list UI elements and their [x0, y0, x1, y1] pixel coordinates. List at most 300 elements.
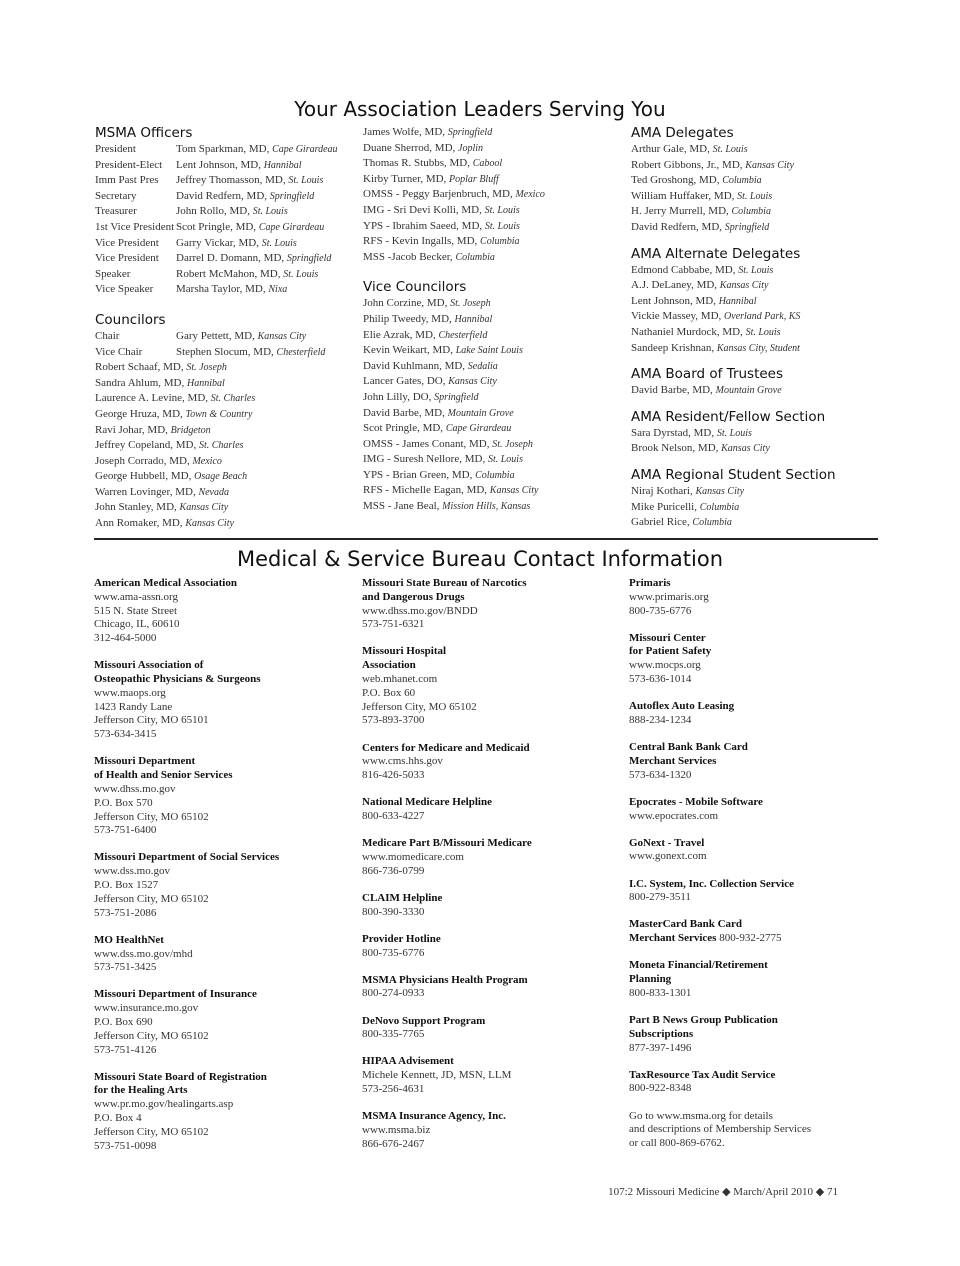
contact-detail: www.primaris.org [629, 590, 709, 603]
leader-city: Nixa [268, 284, 288, 296]
spacer [631, 356, 893, 366]
leader-entry [95, 407, 357, 423]
contact-entry [362, 796, 624, 824]
leader-city: Springfield [724, 221, 770, 233]
contact-detail: 800-922-8348 [629, 1082, 692, 1095]
contact-detail: Jefferson City, MO 65102 [94, 1125, 209, 1138]
leader-city: Columbia [722, 175, 762, 187]
contact-name: MasterCard Bank Card [629, 918, 743, 931]
leader-name: Jeffrey Copeland, MD, [95, 439, 199, 452]
leader-city: Hannibal [718, 295, 757, 307]
leader-role: Chair [95, 329, 120, 342]
contact-entry [362, 577, 624, 632]
leader-entry [363, 359, 625, 375]
leader-entry [631, 294, 893, 310]
contact-name: MO HealthNet [94, 933, 164, 946]
contact-entry [362, 974, 624, 1002]
leader-name: Robert Gibbons, Jr., MD, [631, 158, 746, 171]
contact-name: Autoflex Auto Leasing [629, 700, 735, 713]
leader-name: Sara Dyrstad, MD, [631, 426, 717, 439]
leader-name: Gabriel Rice, [631, 516, 693, 529]
leader-name: Robert Schaaf, MD, [95, 361, 187, 374]
section-subheading: Vice Councilors [363, 279, 467, 296]
leader-name: David Kuhlmann, MD, [363, 359, 468, 372]
contact-name: Medicare Part B/Missouri Medicare [362, 837, 532, 850]
leader-city: Columbia [692, 517, 732, 529]
contact-entry [629, 837, 879, 865]
contact-detail: 312-464-5000 [94, 632, 157, 645]
contact-detail: 573-634-1320 [629, 768, 692, 781]
contact-entry [362, 892, 624, 920]
contact-detail: www.pr.mo.gov/healingarts.asp [94, 1098, 234, 1111]
leader-role: Vice President [95, 252, 159, 265]
contact-name: Epocrates - Mobile Software [629, 795, 763, 808]
leader-name: Thomas R. Stubbs, MD, [363, 157, 473, 170]
leader-name: Kirby Turner, MD, [363, 172, 450, 185]
leader-name: Marsha Taylor, MD, [176, 283, 269, 296]
contact-name: Subscriptions [629, 1027, 694, 1040]
leader-city: Overland Park, KS [724, 311, 801, 323]
contacts-heading: Medical & Service Bureau Contact Information [236, 547, 724, 571]
leader-city: Mission Hills, Kansas [442, 501, 531, 513]
leader-name: John Lilly, DO, [363, 390, 435, 403]
contact-name: CLAIM Helpline [362, 891, 443, 904]
leader-entry [363, 141, 625, 157]
leader-role: Vice Speaker [95, 283, 154, 296]
leader-name: Ted Groshong, MD, [631, 174, 723, 187]
leader-city: Springfield [447, 127, 493, 138]
contact-entry [94, 1071, 356, 1154]
leader-entry [95, 376, 357, 392]
contact-entry [362, 933, 624, 961]
leader-entry [363, 234, 625, 250]
leader-name: George Hubbell, MD, [95, 470, 195, 483]
leader-entry [363, 452, 625, 468]
leader-entry [95, 267, 357, 283]
contact-detail: Jefferson City, MO 65102 [94, 892, 209, 905]
contact-detail: 800-274-0933 [362, 987, 425, 1000]
contact-name: and Dangerous Drugs [362, 590, 465, 603]
contact-detail: Jefferson City, MO 65102 [94, 1029, 209, 1042]
spacer [631, 236, 893, 246]
contact-entry [629, 918, 879, 946]
leader-entry [95, 469, 357, 485]
contact-detail: www.epocrates.com [629, 809, 719, 822]
contact-name: Part B News Group Publication [629, 1014, 778, 1026]
contact-name: Missouri Association of [94, 659, 204, 672]
contact-detail: www.dss.mo.gov [94, 865, 170, 878]
leader-name: Ravi Johar, MD, [95, 423, 171, 436]
contact-name: Missouri State Bureau of Narcotics [362, 577, 527, 589]
leader-name: OMSS - Peggy Barjenbruch, MD, [363, 188, 516, 201]
contact-name: Missouri Department of Social Services [94, 851, 280, 864]
section-subheading: AMA Regional Student Section [631, 466, 836, 483]
leader-name: MSS -Jacob Becker, [363, 250, 456, 263]
leader-name: Kevin Weikart, MD, [363, 344, 456, 357]
leader-entry [95, 158, 357, 174]
leader-city: Joplin [458, 142, 484, 154]
contact-detail: 800-390-3330 [362, 905, 425, 918]
leader-entry [363, 125, 625, 141]
contact-detail: www.dhss.mo.gov [94, 782, 176, 795]
leader-city: Columbia [699, 501, 740, 513]
contact-detail: 800-833-1301 [629, 986, 692, 999]
contact-name: Central Bank Bank Card [629, 741, 748, 754]
leader-name: Elie Azrak, MD, [363, 328, 439, 341]
leader-entry [631, 484, 893, 500]
page-footer: 107:2 Missouri Medicine ◆ March/April 2010 ◆ 71 [608, 1186, 838, 1198]
contact-detail: 515 N. State Street [94, 604, 178, 617]
leader-city: St. Louis [484, 204, 520, 216]
leader-role: President-Elect [95, 158, 163, 171]
contact-entry [362, 1015, 624, 1043]
contact-name: MSMA Physicians Health Program [362, 973, 528, 986]
leader-entry [631, 263, 893, 279]
leader-entry [95, 360, 357, 376]
contact-detail: 800-633-4227 [362, 810, 425, 823]
leaders-heading: Your Association Leaders Serving You [294, 97, 666, 121]
leader-city: St. Charles [198, 440, 244, 452]
leader-name: IMG - Sri Devi Kolli, MD, [363, 203, 485, 216]
leader-city: Chesterfield [276, 346, 326, 358]
contact-name: Missouri State Board of Registration [94, 1070, 267, 1083]
leaders-column-3 [631, 125, 893, 531]
contact-detail: Chicago, IL, 60610 [94, 618, 180, 631]
leader-city: Kansas City [185, 518, 234, 530]
leader-city: Kansas City [745, 159, 794, 171]
leader-name: Joseph Corrado, MD, [95, 454, 193, 467]
leader-entry [95, 454, 357, 470]
contact-detail: Jefferson City, MO 65102 [362, 700, 477, 713]
leader-city: Columbia [731, 206, 771, 218]
contact-name: DeNovo Support Program [362, 1014, 486, 1027]
leader-entry [363, 250, 625, 266]
leader-name: Tom Sparkman, MD, [176, 143, 273, 155]
leader-name: Scot Pringle, MD, [176, 220, 259, 233]
leader-entry [631, 383, 893, 399]
leader-city: Kansas City [448, 376, 497, 388]
leader-city: Hannibal [263, 159, 302, 171]
contact-name: American Medical Association [94, 577, 237, 589]
leader-entry [363, 328, 625, 344]
contact-name: Association [362, 659, 416, 672]
contact-detail: or call 800-869-6762. [629, 1137, 725, 1150]
leader-city: Kansas City [719, 280, 769, 292]
leader-name: Garry Vickar, MD, [176, 236, 262, 249]
section-subheading: AMA Resident/Fellow Section [631, 408, 826, 425]
contact-entry [94, 659, 356, 742]
leader-city: St. Louis [712, 144, 748, 155]
contact-detail: 888-234-1234 [629, 713, 692, 726]
leader-name: OMSS - James Conant, MD, [363, 437, 493, 450]
leader-entry [363, 312, 625, 328]
leader-name: William Huffaker, MD, [631, 189, 738, 202]
leader-entry [363, 374, 625, 390]
contact-name: MSMA Insurance Agency, Inc. [362, 1110, 506, 1123]
leader-entry [363, 156, 625, 172]
contact-entry [362, 1055, 624, 1096]
leader-city: Town & Country [185, 408, 253, 420]
leader-entry [363, 499, 625, 515]
leader-city: Kansas City [257, 330, 307, 342]
spacer [363, 265, 625, 279]
leader-entry [95, 423, 357, 439]
contact-entry [362, 1110, 624, 1151]
leader-city: Cabool [472, 158, 503, 170]
leader-entry [631, 426, 893, 442]
contact-detail: 573-893-3700 [362, 714, 425, 727]
leader-name: Niraj Kothari, [631, 484, 696, 497]
leader-entry [631, 189, 893, 205]
contact-detail: 800-735-6776 [362, 946, 425, 959]
contact-detail: 800-735-6776 [629, 604, 692, 617]
contact-entry [629, 1110, 879, 1151]
contact-name: for Patient Safety [629, 645, 712, 658]
contact-detail: 573-751-6400 [94, 824, 157, 837]
leader-entry [363, 296, 625, 312]
leader-name: Nathaniel Murdock, MD, [631, 325, 746, 338]
contact-entry [629, 796, 879, 824]
leader-role: Treasurer [95, 205, 137, 218]
leader-name: Edmond Cabbabe, MD, [631, 263, 739, 276]
leader-name: Duane Sherrod, MD, [363, 141, 459, 154]
contact-name: GoNext - Travel [629, 836, 705, 849]
contact-entry [362, 645, 624, 728]
contact-detail: 816-426-5033 [362, 769, 425, 782]
leader-city: St. Louis [288, 175, 324, 187]
contacts-column-1 [94, 577, 356, 1167]
leader-name: Laurence A. Levine, MD, [95, 392, 211, 405]
leader-city: Mountain Grove [447, 407, 514, 419]
contact-detail: 573-751-4126 [94, 1043, 157, 1056]
leader-role: Secretary [95, 189, 137, 202]
leader-name: A.J. DeLaney, MD, [631, 279, 720, 292]
spacer [95, 298, 357, 312]
leader-city: St. Joseph [450, 298, 491, 310]
leader-city: St. Louis [252, 206, 288, 218]
contact-name: TaxResource Tax Audit Service [629, 1068, 776, 1081]
leader-city: St. Louis [737, 190, 773, 202]
leader-entry [95, 220, 357, 236]
contact-name: I.C. System, Inc. Collection Service [629, 877, 794, 890]
contact-detail: 573-636-1014 [629, 673, 692, 686]
contact-detail: 573-751-3425 [94, 961, 157, 974]
leader-city: Chesterfield [438, 329, 488, 341]
leader-entry [95, 516, 357, 532]
leader-entry [631, 158, 893, 174]
leader-entry [95, 500, 357, 516]
contact-entry [94, 988, 356, 1057]
contact-detail: Jefferson City, MO 65102 [94, 810, 209, 823]
leader-name: Lent Johnson, MD, [176, 158, 264, 171]
contact-name: Merchant Services 800-932-2775 [629, 932, 782, 945]
contact-name: National Medicare Helpline [362, 796, 492, 809]
leader-city: St. Joseph [186, 362, 227, 374]
leader-entry [95, 236, 357, 252]
contact-detail: P.O. Box 4 [94, 1112, 142, 1125]
leader-name: RFS - Kevin Ingalls, MD, [363, 235, 481, 248]
leaders-column-1 [95, 125, 357, 532]
contact-detail: P.O. Box 570 [94, 796, 153, 809]
leader-entry [95, 329, 357, 345]
leader-name: H. Jerry Murrell, MD, [631, 205, 732, 218]
leader-name: Jeffrey Thomasson, MD, [176, 174, 289, 187]
leader-entry [363, 421, 625, 437]
leader-name: John Corzine, MD, [363, 297, 451, 310]
leader-role: President [95, 143, 136, 155]
contact-detail: 573-634-3415 [94, 728, 157, 741]
leader-name: Warren Lovinger, MD, [95, 485, 199, 498]
leader-name: YPS - Brian Green, MD, [363, 468, 476, 481]
contact-detail: www.momedicare.com [362, 850, 464, 863]
leader-entry [363, 203, 625, 219]
leader-role: 1st Vice President [95, 220, 175, 233]
leader-city: Kansas City [695, 485, 745, 497]
leader-entry [631, 441, 893, 457]
leader-entry [631, 500, 893, 516]
leader-role: Vice President [95, 236, 159, 249]
leader-name: Brook Nelson, MD, [631, 442, 722, 455]
leader-city: Bridgeton [170, 424, 211, 436]
leader-entry [363, 483, 625, 499]
contact-name: Primaris [629, 577, 671, 589]
contact-name: for the Healing Arts [94, 1084, 188, 1097]
leader-city: St. Louis [738, 264, 774, 276]
contact-detail: www.maops.org [94, 686, 166, 699]
leader-city: Osage Beach [194, 471, 248, 483]
contact-entry [629, 1069, 879, 1097]
section-subheading: AMA Board of Trustees [631, 366, 784, 383]
leader-entry [95, 189, 357, 205]
contacts-column-2 [362, 577, 624, 1165]
leader-name: IMG - Suresh Nellore, MD, [363, 453, 488, 466]
contact-name: Missouri Hospital [362, 645, 447, 658]
leader-city: Columbia [475, 469, 515, 481]
leader-city: Cape Girardeau [445, 423, 512, 435]
leader-name: Lancer Gates, DO, [363, 375, 449, 388]
contact-entry [629, 741, 879, 782]
contact-detail: 866-736-0799 [362, 864, 425, 877]
leader-name: Robert McMahon, MD, [176, 267, 284, 280]
leader-name: David Redfern, MD, [631, 220, 725, 233]
section-divider [94, 538, 878, 540]
leader-city: St. Louis [716, 427, 752, 439]
leader-city: Poplar Bluff [449, 173, 499, 185]
leader-city: Hannibal [454, 313, 493, 325]
leader-entry [95, 142, 357, 158]
contact-entry [362, 837, 624, 878]
leader-name: George Hruza, MD, [95, 407, 186, 420]
contact-phone: 800-932-2775 [716, 932, 782, 945]
contact-detail: P.O. Box 60 [362, 686, 416, 699]
contact-detail: 800-335-7765 [362, 1028, 425, 1041]
contact-detail: www.gonext.com [629, 850, 707, 863]
leader-city: Columbia [455, 251, 495, 263]
leader-city: Springfield [286, 253, 332, 265]
leader-name: Scot Pringle, MD, [363, 422, 446, 435]
leader-entry [631, 278, 893, 294]
contact-detail: 866-676-2467 [362, 1137, 425, 1150]
contact-detail: www.msma.biz [362, 1123, 431, 1136]
leader-entry [631, 515, 893, 531]
leader-entry [631, 173, 893, 189]
contact-name: Planning [629, 973, 672, 986]
leader-entry [363, 343, 625, 359]
leader-city: Springfield [434, 391, 479, 403]
leader-city: St. Louis [484, 220, 520, 232]
contact-detail: 573-751-2086 [94, 906, 157, 919]
leader-entry [363, 390, 625, 406]
leader-city: St. Louis [487, 454, 523, 466]
contact-name: Missouri Department of Insurance [94, 988, 257, 1001]
leader-city: Kansas City [489, 485, 539, 497]
leader-name: David Barbe, MD, [363, 406, 448, 419]
contact-detail: 1423 Randy Lane [94, 700, 173, 713]
contact-detail: 877-397-1496 [629, 1041, 692, 1054]
contact-detail: 800-279-3511 [629, 891, 691, 904]
contact-entry [94, 934, 356, 975]
leader-entry [363, 219, 625, 235]
leader-name: Sandeep Krishnan, [631, 341, 717, 354]
leaders-column-2 [363, 125, 625, 515]
leader-entry [95, 485, 357, 501]
leader-entry [363, 172, 625, 188]
contacts-column-3 [629, 577, 879, 1164]
contact-name: HIPAA Advisement [362, 1055, 454, 1068]
leader-city: St. Louis [283, 268, 319, 280]
leader-entry [363, 468, 625, 484]
contact-entry [629, 959, 879, 1000]
contact-detail: 573-751-0098 [94, 1139, 157, 1152]
leader-entry [363, 187, 625, 203]
leader-name: Darrel D. Domann, MD, [176, 252, 287, 265]
leader-entry [363, 406, 625, 422]
leader-city: Cape Girardeau [258, 221, 325, 233]
contact-detail: Go to www.msma.org for details [629, 1109, 773, 1122]
leader-entry [631, 325, 893, 341]
contact-detail: www.dhss.mo.gov/BNDD [362, 604, 478, 617]
section-subheading: Councilors [95, 311, 166, 328]
leader-city: St. Charles [210, 393, 256, 405]
contact-detail: Michele Kennett, JD, MSN, LLM [362, 1069, 512, 1082]
leader-entry [631, 309, 893, 325]
leader-name: Gary Pettett, MD, [176, 329, 258, 342]
leader-name: RFS - Michelle Eagan, MD, [363, 484, 490, 497]
contact-name: Missouri Department [94, 755, 196, 768]
leader-name: Lent Johnson, MD, [631, 294, 719, 307]
leader-city: St. Louis [261, 237, 297, 249]
spacer [631, 457, 893, 467]
contact-detail: and descriptions of Membership Services [629, 1123, 812, 1136]
leader-city: Lake Saint Louis [455, 345, 523, 357]
contact-detail: web.mhanet.com [362, 673, 438, 686]
leader-name: Mike Puricelli, [631, 500, 700, 513]
leader-city: Kansas City, Student [716, 342, 800, 354]
leader-entry [95, 391, 357, 407]
contact-detail: 573-256-4631 [362, 1082, 425, 1095]
leader-name: David Redfern, MD, [176, 189, 270, 202]
leader-city: St. Louis [745, 326, 781, 338]
leader-entry [95, 438, 357, 454]
contact-name: Moneta Financial/Retirement [629, 959, 768, 972]
leader-city: Kansas City [721, 443, 770, 455]
leader-name: James Wolfe, MD, [363, 126, 448, 138]
contact-entry [94, 851, 356, 920]
contact-detail: www.dss.mo.gov/mhd [94, 947, 193, 960]
contact-entry [362, 742, 624, 783]
contact-detail: P.O. Box 1527 [94, 879, 159, 892]
leader-city: Sedalia [467, 360, 498, 372]
